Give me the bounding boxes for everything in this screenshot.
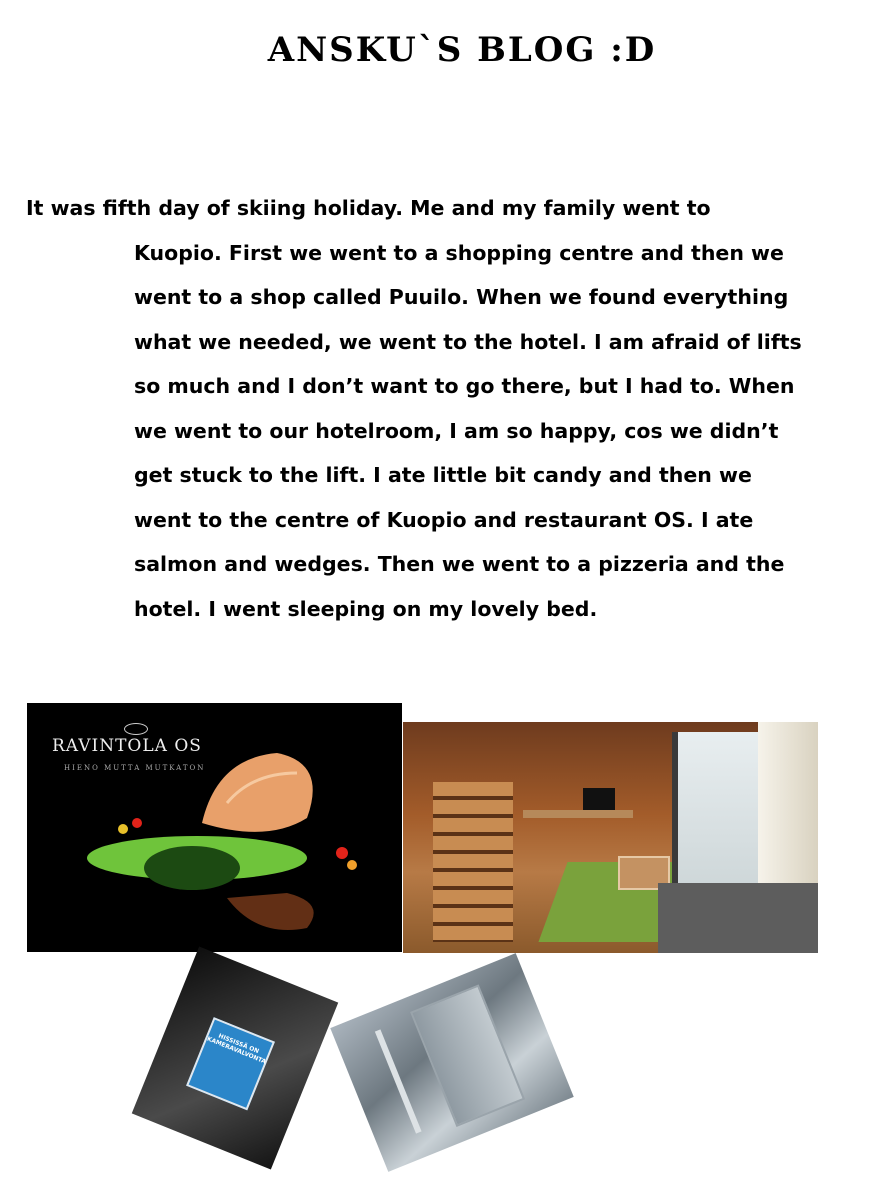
hotel-room-photo [403,722,818,953]
stairs [433,782,513,942]
blog-post-body [26,186,826,631]
lift-door [410,984,525,1127]
text-line: get stuck to the lift. I ate little bit candy and then we [134,463,752,487]
desk [523,810,633,818]
text-line: Kuopio. First we went to a shopping centre and then we [134,240,784,265]
sofa [658,883,818,953]
blog-title: ANSKU`S BLOG :D [267,30,657,70]
text-line: went to a shop called Puuilo. When we found everything [134,285,789,309]
text-line: went to the centre of Kuopio and restaurant OS. I ate [134,507,754,532]
text-line: salmon and wedges. Then we went to a pizzeria and the [134,552,785,576]
lift-handrail [375,1029,422,1133]
lift-sign-photo [132,946,339,1169]
restaurant-logo-text: RAVINTOLA OS [52,736,202,756]
text-line: It was fifth day of skiing holiday. Me and my family went to [26,196,711,220]
window [672,732,758,892]
salmon-dish-illustration [27,703,402,952]
text-line: we went to our hotelroom, I am so happy, cos we didn’t [134,418,779,443]
text-line: what we needed, we went to the hotel. I am afraid of lifts [134,329,802,354]
restaurant-photo [27,703,402,952]
lift-sign-text: HISSISSÄ ON KAMERAVALVONTA [205,1032,267,1066]
lift-interior-photo [330,953,574,1172]
text-line: so much and I don’t want to go there, but I had to. When [134,374,795,398]
restaurant-tagline: HIENO MUTTA MUTKATON [64,764,206,772]
monitor [583,788,615,810]
lift-sign [186,1017,275,1110]
text-line: hotel. I went sleeping on my lovely bed. [134,596,598,621]
